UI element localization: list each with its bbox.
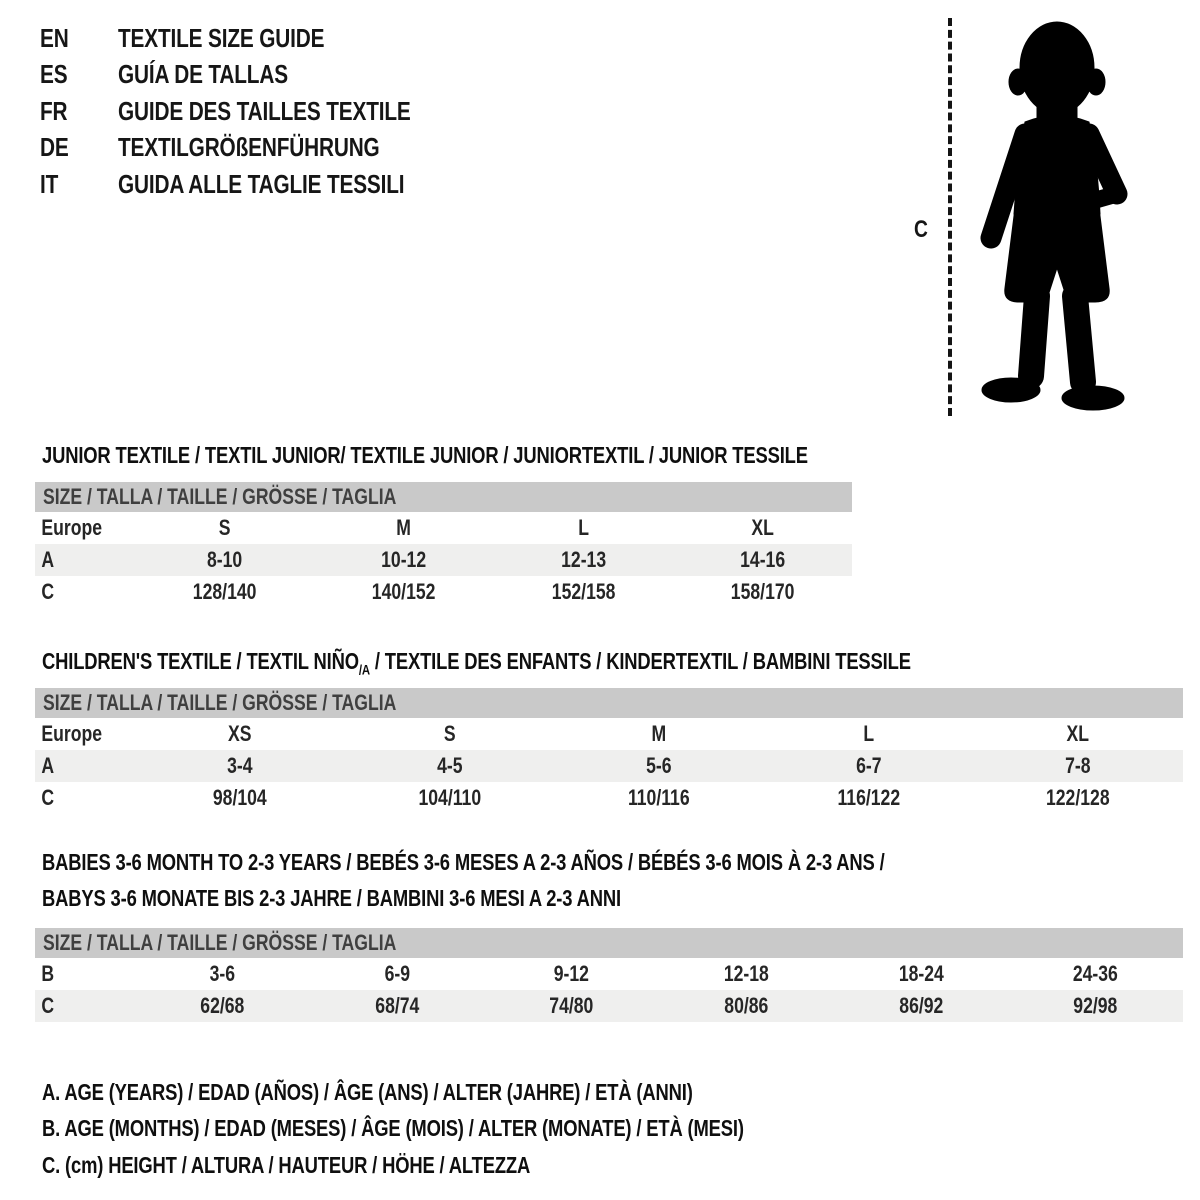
babies-title-line1: BABIES 3-6 MONTH TO 2-3 YEARS / BEBÉS 3-6 MESES A 2-3 AÑOS / BÉBÉS 3-6 MOIS À 2-3 ANS / [42,849,885,875]
row-label: Europe [41,515,103,540]
size-cell: 3-6 [209,961,236,986]
size-cell: 14-16 [739,547,785,572]
size-cell: 6-9 [384,961,410,986]
size-header-bar [35,482,852,512]
row-label: A [41,547,55,572]
language-title: GUIDE DES TAILLES TEXTILE [118,95,411,126]
size-cell: 122/128 [1046,785,1110,810]
babies-row-age-months [35,958,1183,990]
language-title: TEXTILE SIZE GUIDE [118,22,325,53]
size-cell: 3-4 [227,753,253,778]
language-title-list [40,20,484,203]
babies-section-title [42,844,885,916]
size-cell: M [651,721,667,746]
height-measure-line [948,18,952,416]
size-cell: 12-18 [723,961,769,986]
toddler-silhouette [965,16,1135,416]
junior-section-title: JUNIOR TEXTILE / TEXTIL JUNIOR/ TEXTILE JUNIOR / JUNIORTEXTIL / JUNIOR TESSILE [42,442,808,468]
junior-row-age-years [35,544,852,576]
size-cell: 24-36 [1073,961,1119,986]
size-header-label: SIZE / TALLA / TAILLE / GRÖSSE / TAGLIA [43,484,397,509]
size-header-label: SIZE / TALLA / TAILLE / GRÖSSE / TAGLIA [43,930,397,955]
size-cell: 5-6 [646,753,672,778]
language-title: TEXTILGRÖßENFÜHRUNG [118,132,380,163]
size-cell: 18-24 [898,961,944,986]
children-section-title [42,643,911,689]
size-cell: XS [228,721,252,746]
babies-size-table [35,928,1183,1022]
language-code: FR [40,95,68,126]
measurement-legend [42,1074,744,1184]
language-code: IT [40,168,59,199]
size-header-bar [35,928,1183,958]
size-cell: 7-8 [1065,753,1091,778]
row-label: Europe [41,721,103,746]
size-cell: L [577,515,589,540]
size-cell: 86/92 [898,993,944,1018]
legend-line-b: B. AGE (MONTHS) / EDAD (MESES) / ÂGE (MOIS) / ALTER (MONATE) / ETÀ (MESI) [42,1115,744,1142]
junior-row-height-cm [35,576,852,608]
row-label: C [41,785,55,810]
size-cell: XL [751,515,774,540]
language-row-es [40,57,484,94]
size-cell: 140/152 [372,579,436,604]
size-cell: 6-7 [855,753,882,778]
size-cell: L [863,721,874,746]
language-code: ES [40,59,68,90]
babies-row-height-cm [35,990,1183,1022]
language-row-en [40,20,484,57]
children-title-prefix: CHILDREN'S TEXTILE / TEXTIL NIÑO [42,648,359,674]
legend-line-c: C. (cm) HEIGHT / ALTURA / HAUTEUR / HÖHE / ALTEZZA [42,1151,531,1178]
children-row-europe [35,718,1183,750]
children-size-table [35,688,1183,814]
size-cell: 92/98 [1073,993,1118,1018]
size-cell: 116/122 [837,785,900,810]
size-cell: 9-12 [554,961,590,986]
size-cell: 12-13 [560,547,606,572]
size-cell: S [443,721,456,746]
size-cell: 68/74 [374,993,420,1018]
row-label: C [41,993,55,1018]
size-cell: 104/110 [418,785,481,810]
children-title-subscript: /A [358,662,370,679]
language-row-fr [40,93,484,130]
size-cell: S [218,515,231,540]
legend-line-a: A. AGE (YEARS) / EDAD (AÑOS) / ÂGE (ANS) / ALTER (JAHRE) / ETÀ (ANNI) [42,1078,693,1105]
size-cell: 10-12 [381,547,427,572]
language-code: EN [40,22,69,53]
size-cell: 128/140 [192,579,257,604]
size-header-label: SIZE / TALLA / TAILLE / GRÖSSE / TAGLIA [43,690,397,715]
row-label: B [41,961,55,986]
language-row-it [40,166,484,203]
language-row-de [40,130,484,167]
row-label: C [41,579,55,604]
size-cell: XL [1066,721,1090,746]
junior-row-europe [35,512,852,544]
size-cell: 110/116 [628,785,690,810]
size-cell: 80/86 [724,993,769,1018]
size-cell: 98/104 [212,785,267,810]
children-title-suffix: / TEXTILE DES ENFANTS / KINDERTEXTIL / BAMBINI TESSILE [369,648,911,674]
children-row-age-years [35,750,1183,782]
size-cell: M [396,515,412,540]
row-label: A [41,753,55,778]
size-cell: 74/80 [549,993,594,1018]
language-code: DE [40,132,69,163]
size-cell: 8-10 [207,547,243,572]
height-measure-label [914,216,931,244]
junior-size-table [35,482,852,608]
size-header-bar [35,688,1183,718]
size-cell: 152/158 [551,579,615,604]
size-cell: 4-5 [436,753,463,778]
language-title: GUÍA DE TALLAS [118,59,288,90]
children-row-height-cm [35,782,1183,814]
language-title: GUIDA ALLE TAGLIE TESSILI [118,168,405,199]
size-cell: 62/68 [200,993,245,1018]
babies-title-line2: BABYS 3-6 MONATE BIS 2-3 JAHRE / BAMBINI 3-6 MESI A 2-3 ANNI [42,885,621,911]
height-measure-letter: C [914,216,928,243]
size-cell: 158/170 [730,579,795,604]
